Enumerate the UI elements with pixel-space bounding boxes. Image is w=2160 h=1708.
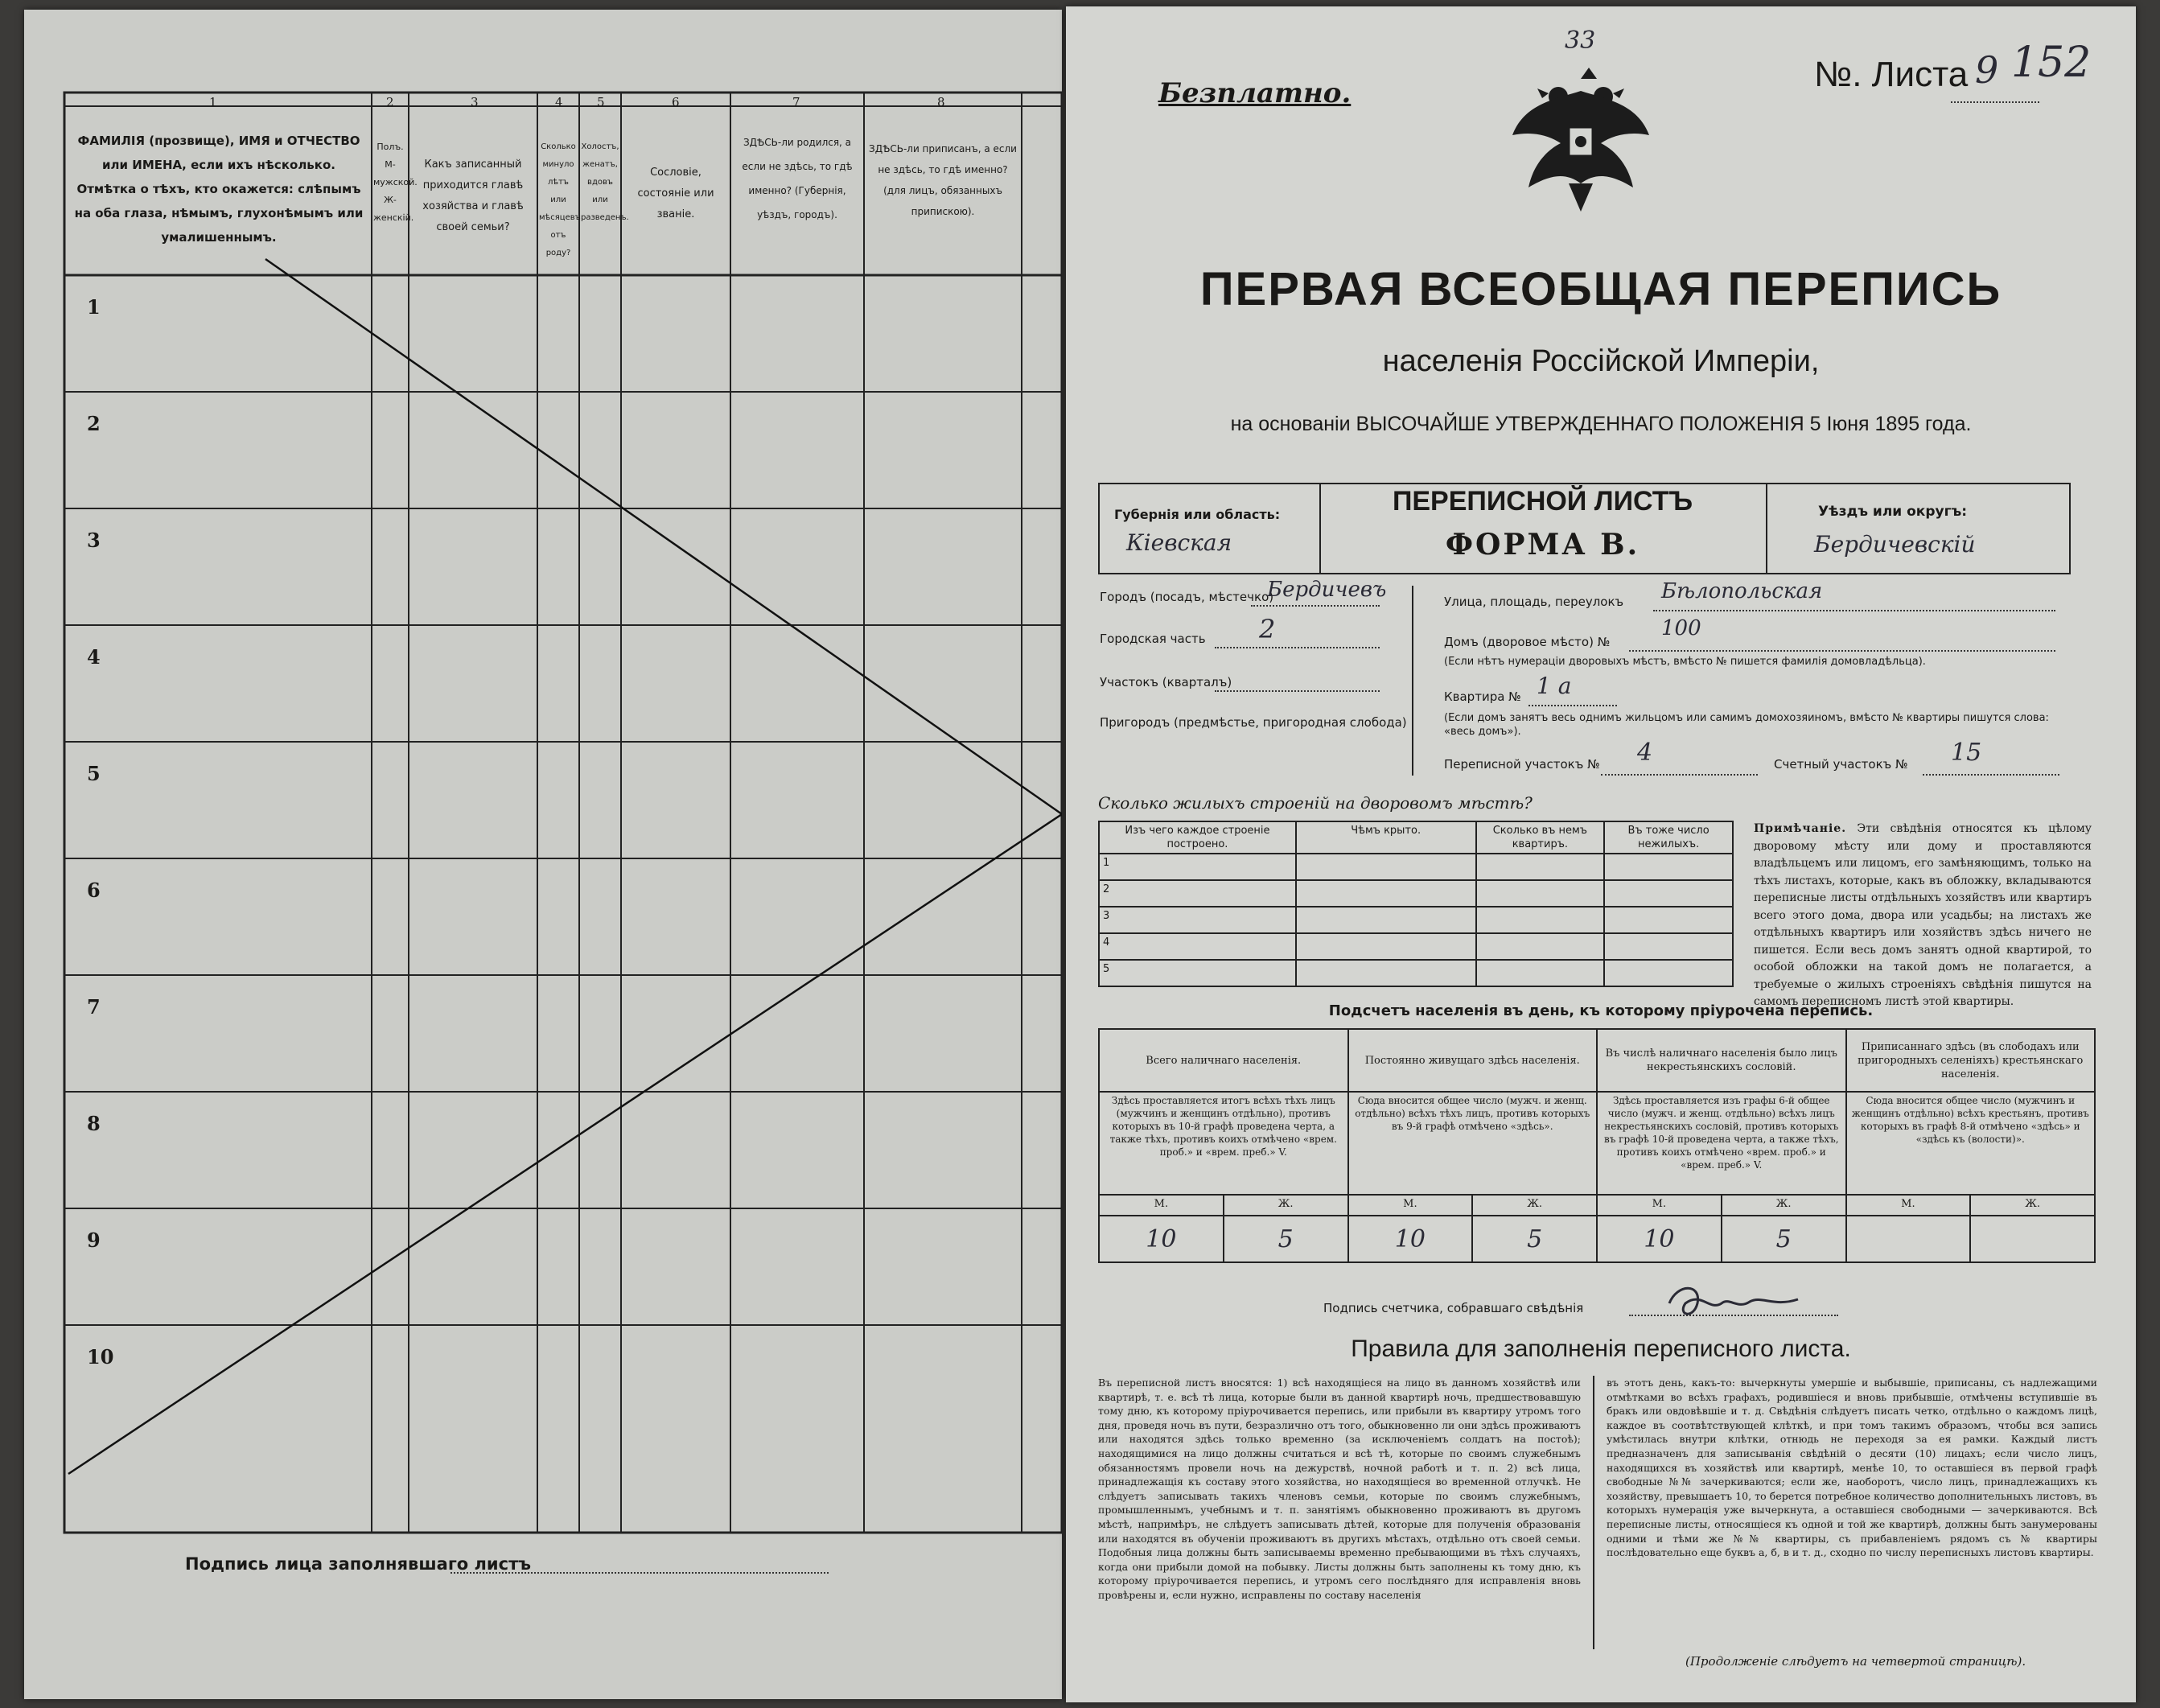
sex-m-label: М.: [1846, 1195, 1971, 1216]
count-value: [1970, 1216, 2095, 1262]
district-value: Бердичевскій: [1814, 531, 1976, 558]
title-sub: населенія Россійской Имперіи,: [1382, 344, 1820, 378]
rules-left-column: Въ переписной листъ вносятся: 1) всѣ находящіеся на лицо въ данномъ хозяйствѣ или квартирѣ, т. е. всѣ тѣ лица, которые были въ данной квартирѣ ночь, предшествовавшую тому дню, къ которому пріурочивается перепись, или прибыли въ квартиру утромъ того дня, проведя ночь въ пути, безразлично отъ того, обыкновенно ли они здѣсь проживаютъ или находятся здѣсь только временно (за исключеніемъ солдатъ на постоѣ); находящимися на лицо должны считаться и всѣ тѣ, которые по своимъ служебнымъ обязанностямъ провели ночь на дежурствѣ, ночной работѣ и т. п. 2) всѣ лица, принадлежащія къ составу этого хозяйства, но находящіеся во временной отлучкѣ. Не слѣдуетъ записывать такихъ членовъ семьи, которые по своимъ служебнымъ, промышленнымъ, учебнымъ и т. п. занятіямъ обыкновенно проживаютъ въ другомъ мѣстѣ, напримѣръ, не слѣдуетъ записывать дѣтей, которые для полученія образованія или находятся въ обученіи проживаютъ въ другихъ мѣстахъ, отдѣльно отъ своей семьи. Подобныя лица должны быть записываемы временно пребывающими въ тѣхъ случаяхъ, когда они прибыли домой на побывку. Листы должны быть заполнены къ тому дню, къ которому пріурочивается перепись, и утромъ сего послѣдняго для исправленія вновь провѣрены и, если нужно, исправлены по составу населенія: [1098, 1377, 1581, 1601]
row-number-1: 1: [87, 295, 101, 319]
count-note-total: Здѣсь проставляется итогъ всѣхъ тѣхъ лицъ (мужчинъ и женщинъ отдѣльно), противъ которыхъ въ 10-й графѣ проведена черта, а также тѣхъ, противъ коихъ отмѣчено «врем. проб.» и «врем. преб.» V.: [1099, 1092, 1348, 1195]
count-note-permanent: Сюда вносится общее число (мужч. и женщ. отдѣльно) всѣхъ тѣхъ лицъ, противъ которыхъ въ 9-й графѣ отмѣчено «здѣсь».: [1348, 1092, 1598, 1195]
count-value: [1846, 1216, 1971, 1262]
count-header-peasant: Приписаннаго здѣсь (въ слободахъ или пригородныхъ селеніяхъ) крестьянскаго населенія.: [1846, 1029, 2096, 1092]
row-number-2: 2: [87, 412, 101, 435]
street-label: Улица, площадь, переулокъ: [1444, 595, 1624, 609]
buildings-header-nonresidential: Въ тоже число нежилыхъ.: [1604, 821, 1733, 854]
left-signature-label: Подпись лица заполнявшаго листъ: [185, 1554, 532, 1574]
row-number-4: 4: [87, 645, 101, 669]
buildings-question: Сколько жилыхъ строеній на дворовомъ мѣстѣ?: [1098, 793, 1533, 813]
col-number-8: 8: [937, 95, 945, 109]
province-value: Кіевская: [1126, 529, 1232, 556]
counter-signature-scribble: [1661, 1279, 1806, 1324]
rules-title: Правила для заполненія переписного листа.: [1351, 1336, 1851, 1362]
title-main: ПЕРВАЯ ВСЕОБЩАЯ ПЕРЕПИСЬ: [1199, 263, 2002, 315]
count-note-peasant: Сюда вносится общее число (мужчинъ и женщинъ отдѣльно) всѣхъ крестьянъ, противъ которыхъ въ графѣ 8-й отмѣчено «здѣсь» и «здѣсь къ (волости)».: [1846, 1092, 2096, 1195]
form-letter: ФОРМА В.: [1445, 528, 1640, 562]
buildings-row: 3: [1099, 907, 1296, 933]
street-value: Бѣлопольская: [1661, 579, 1823, 603]
buildings-header-material: Изъ чего каждое строеніе построено.: [1099, 821, 1296, 854]
double-headed-eagle-emblem: [1500, 55, 1661, 216]
count-value: 10: [1348, 1216, 1473, 1262]
row-number-10: 10: [87, 1345, 114, 1368]
count-district-value: 15: [1951, 739, 1982, 767]
city-part-label: Городская часть: [1100, 632, 1206, 646]
sheet-no-label: №. Листа: [1814, 55, 1969, 94]
count-header-nonpeasant: Въ числѣ наличнаго населенія было лицъ некрестьянскихъ сословій.: [1597, 1029, 1846, 1092]
sex-m-label: М.: [1099, 1195, 1224, 1216]
house-note: (Если нѣтъ нумераціи дворовыхъ мѣстъ, вмѣсто № пишется фамилія домовладѣльца).: [1444, 656, 1926, 668]
col-number-3: 3: [471, 95, 479, 109]
count-title: Подсчетъ населенія въ день, къ которому пріурочена перепись.: [1328, 1002, 1874, 1019]
house-value: 100: [1661, 616, 1701, 640]
province-label: Губернія или область:: [1114, 507, 1281, 522]
left-signature-line: [451, 1572, 829, 1574]
note-text: Эти свѣдѣнія относятся къ цѣлому дворовому мѣсту или дому и проставляются владѣльцемъ или лицомъ, его замѣняющимъ, только на тѣхъ листахъ, которые, какъ въ обложку, вкладываются переписные листы отдѣльныхъ хозяйствъ или квартиръ всего этого дома, двора или усадьбы; на листахъ же отдѣльныхъ квартиръ или хозяйствъ здѣсь ничего не пишется. Если весь домъ занятъ одной квартирой, то особой обложки на такой домъ не полагается, а требуемые о жилыхъ строеніяхъ свѣдѣнія пишутся на самомъ переписномъ листѣ этой квартиры.: [1754, 822, 2092, 1008]
col8-header: ЗДѢСЬ-ли приписанъ, а если не здѣсь, то гдѣ именно? (для лицъ, обязанныхъ припискою).: [869, 143, 1017, 217]
page-number-handwritten: 33: [1565, 27, 1596, 55]
col1-header: ФАМИЛІЯ (прозвище), ИМЯ и ОТЧЕСТВО или ИМЕНА, если ихъ нѣсколько. Отмѣтка о тѣхъ, кто окажется: слѣпымъ на оба глаза, нѣмымъ, глухонѣмымъ или умалишеннымъ.: [74, 134, 364, 245]
buildings-header-apartments: Сколько въ немъ квартиръ.: [1476, 821, 1605, 854]
quarter-label: Участокъ (кварталъ): [1100, 675, 1232, 689]
col5-header: Холостъ, женатъ, вдовъ или разведенъ.: [581, 142, 629, 222]
col-number-7: 7: [792, 95, 800, 109]
apartment-value: 1 а: [1537, 673, 1572, 699]
district-label: Уѣздъ или округъ:: [1818, 504, 1968, 520]
note-block: [1754, 821, 2092, 1011]
buildings-table: [1098, 821, 1734, 987]
col7-header: ЗДѢСЬ-ли родился, а если не здѣсь, то гдѣ именно? (Губернія, уѣздъ, городъ).: [742, 137, 853, 220]
census-district-label: Переписной участокъ №: [1444, 757, 1600, 772]
count-value: 10: [1597, 1216, 1722, 1262]
city-label: Городъ (посадъ, мѣстечко): [1100, 590, 1274, 604]
col3-header: Какъ записанный приходится главѣ хозяйства и главѣ своей семьи?: [422, 158, 524, 233]
col-number-4: 4: [555, 95, 563, 109]
sex-f-label: Ж.: [1722, 1195, 1846, 1216]
count-header-permanent: Постоянно живущаго здѣсь населенія.: [1348, 1029, 1598, 1092]
row-number-7: 7: [87, 995, 101, 1019]
sex-m-label: М.: [1348, 1195, 1473, 1216]
buildings-row: 1: [1099, 854, 1296, 880]
apartment-note: (Если домъ занятъ весь однимъ жильцомъ или самимъ домохозяиномъ, вмѣсто № квартиры пишутся слова: «весь домъ»).: [1444, 712, 2049, 738]
sex-f-label: Ж.: [1224, 1195, 1348, 1216]
sheet-no-archive: 152: [2011, 39, 2092, 87]
rules-continued: (Продолженіе слѣдуетъ на четвертой страницѣ).: [1685, 1654, 2026, 1669]
basis-line: на основаніи ВЫСОЧАЙШЕ УТВЕРЖДЕННАГО ПОЛОЖЕНІЯ 5 Іюня 1895 года.: [1230, 413, 1972, 435]
col-number-6: 6: [672, 95, 680, 109]
sex-f-label: Ж.: [1472, 1195, 1597, 1216]
census-district-value: 4: [1637, 739, 1653, 767]
city-value: Бердичевъ: [1267, 578, 1387, 602]
col-number-5: 5: [597, 95, 605, 109]
count-value: 5: [1722, 1216, 1846, 1262]
left-page: [24, 10, 1062, 1699]
row-number-9: 9: [87, 1229, 101, 1252]
free-label: Безплатно.: [1158, 77, 1352, 109]
row-number-8: 8: [87, 1112, 101, 1135]
right-page: [1066, 6, 2136, 1702]
buildings-row: 2: [1099, 880, 1296, 907]
left-grid: [24, 10, 1062, 1699]
sex-f-label: Ж.: [1970, 1195, 2095, 1216]
row-number-3: 3: [87, 529, 101, 552]
form-title: ПЕРЕПИСНОЙ ЛИСТЪ: [1392, 486, 1693, 517]
suburb-label: Пригородъ (предмѣстье, пригородная слобода): [1100, 715, 1407, 730]
apartment-label: Квартира №: [1444, 689, 1521, 704]
buildings-row: 4: [1099, 933, 1296, 960]
rules-right-column: въ этотъ день, какъ-то: вычеркнуты умершіе и выбывшіе, приписаны, съ надлежащими отмѣтками во всѣхъ графахъ, родившіеся и вновь прибывшіе, отмѣчены вступившіе въ бракъ или овдовѣвшіе и т. д. Свѣдѣнія слѣдуетъ писать четко, отдѣльно о каждомъ лицѣ, каждое въ соотвѣтствующей клѣткѣ, и при томъ такимъ образомъ, чтобы вся запись умѣстилась внутри клѣтки, отнюдь не переходя за ея рамки. Каждый листъ предназначенъ для записыванія свѣдѣній о десяти (10) лицахъ; если число лицъ, находящихся въ хозяйствѣ или квартирѣ, менѣе 10, то оставшіеся въ первой графѣ свободные №№ зачеркиваются; если же, наоборотъ, число лицъ, принадлежащихъ къ хозяйству, превышаетъ 10, то берется потребное количество дополнительныхъ листовъ, въ которыхъ нумерація уже вычеркнута, а оставшіеся свободными — зачеркиваются. Всѣ переписные листы, относящіеся къ одной и той же квартирѣ, должны быть занумерованы одними и тѣми же №№ квартиры, съ прибавленіемъ рядомъ съ № квартиры послѣдовательно еще буквъ а, б, в и т. д., сходно по числу переписныхъ листовъ квартиры.: [1607, 1377, 2097, 1559]
count-note-nonpeasant: Здѣсь проставляется изъ графы 6-й общее число (мужч. и женщ. отдѣльно) всѣхъ лицъ некрестьянскихъ сословій, противъ которыхъ въ графѣ 10-й проведена черта, а также тѣхъ, противъ коихъ отмѣчено «врем. проб.» и «врем. преб.» V.: [1597, 1092, 1846, 1195]
counter-signature-label: Подпись счетчика, собравшаго свѣдѣнія: [1323, 1301, 1584, 1315]
count-value: 10: [1099, 1216, 1224, 1262]
buildings-row: 5: [1099, 960, 1296, 986]
count-district-label: Счетный участокъ №: [1774, 757, 1908, 772]
sex-m-label: М.: [1597, 1195, 1722, 1216]
col-number-1: 1: [209, 95, 217, 109]
col-number-2: 2: [386, 95, 394, 109]
count-header-total: Всего наличнаго населенія.: [1099, 1029, 1348, 1092]
buildings-header-roof: Чѣмъ крыто.: [1296, 821, 1476, 854]
note-title: Примѣчаніе.: [1754, 822, 1847, 835]
count-value: 5: [1224, 1216, 1348, 1262]
col4-header: Сколько минуло лѣтъ или мѣсяцевъ отъ роду?: [539, 142, 581, 257]
row-number-5: 5: [87, 762, 101, 785]
population-count-table: [1098, 1028, 2096, 1263]
sheet-no-value: 9: [1975, 48, 1999, 92]
col2-header: Полъ. М-мужской. Ж-женскій.: [373, 142, 418, 223]
sheet-no-line: [1951, 101, 2039, 103]
col6-header: Сословіе, состояніе или званіе.: [637, 167, 714, 220]
count-value: 5: [1472, 1216, 1597, 1262]
row-number-6: 6: [87, 879, 101, 902]
city-part-value: 2: [1259, 614, 1276, 644]
house-label: Домъ (дворовое мѣсто) №: [1444, 635, 1611, 649]
